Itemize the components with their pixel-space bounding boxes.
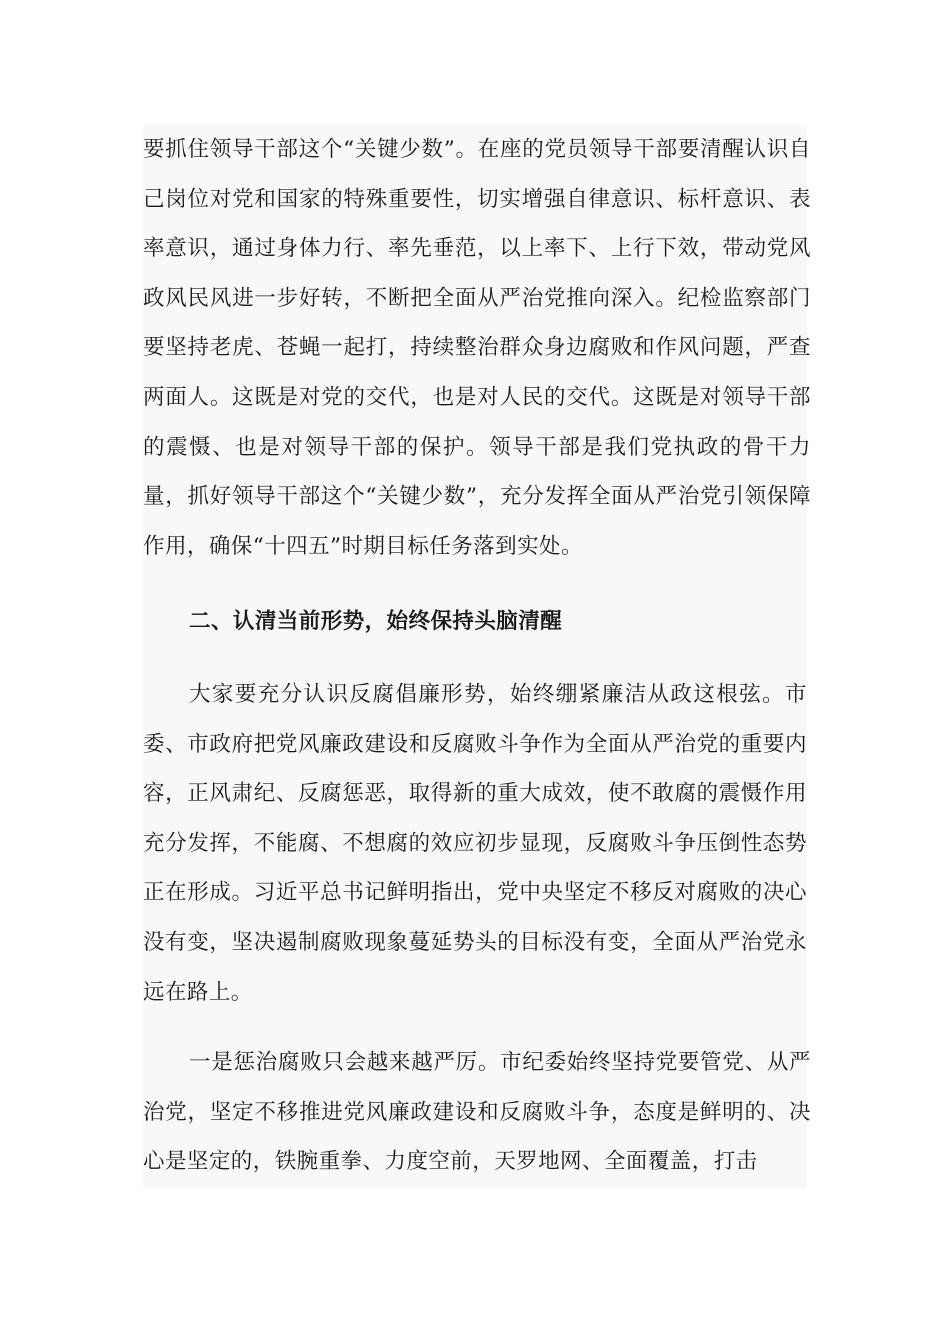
- body-paragraph-2: 大家要充分认识反腐倡廉形势，始终绷紧廉洁从政这根弦。市委、市政府把党风廉政建设和反腐败斗争作为全面从严治党的重要内容，正风肃纪、反腐惩恶，取得新的重大成效，使不敢腐的震慑作用充分发挥，不能腐、不想腐的效应初步显现，反腐败斗争压倒性态势正在形成。习近平总书记鲜明指出，党中央坚定不移反对腐败的决心没有变，坚决遏制腐败现象蔓延势头的目标没有变，全面从严治党永远在路上。: [143, 682, 807, 1005]
- body-paragraph-1: 要抓住领导干部这个“关键少数”。在座的党员领导干部要清醒认识自己岗位对党和国家的特殊重要性，切实增强自律意识、标杆意识、表率意识，通过身体力行、率先垂范，以上率下、上行下效，带动党风政风民风进一步好转，不断把全面从严治党推向深入。纪检监察部门要坚持老虎、苍蝇一起打，持续整治群众身边腐败和作风问题，严查两面人。这既是对党的交代，也是对人民的交代。这既是对领导干部的震慑、也是对领导干部的保护。领导干部是我们党执政的骨干力量，抓好领导干部这个“关键少数”，充分发挥全面从严治党引领保障作用，确保“十四五”时期目标任务落到实处。: [143, 137, 811, 559]
- document-page: [143, 125, 811, 1188]
- body-paragraph-3: 一是惩治腐败只会越来越严厉。市纪委始终坚持党要管党、从严治党，坚定不移推进党风廉政建设和反腐败斗争，态度是鲜明的、决心是坚定的，铁腕重拳、力度空前，天罗地网、全面覆盖，打击: [143, 1050, 811, 1175]
- section-heading-2: 二、认清当前形势，始终保持头脑清醒: [189, 609, 563, 634]
